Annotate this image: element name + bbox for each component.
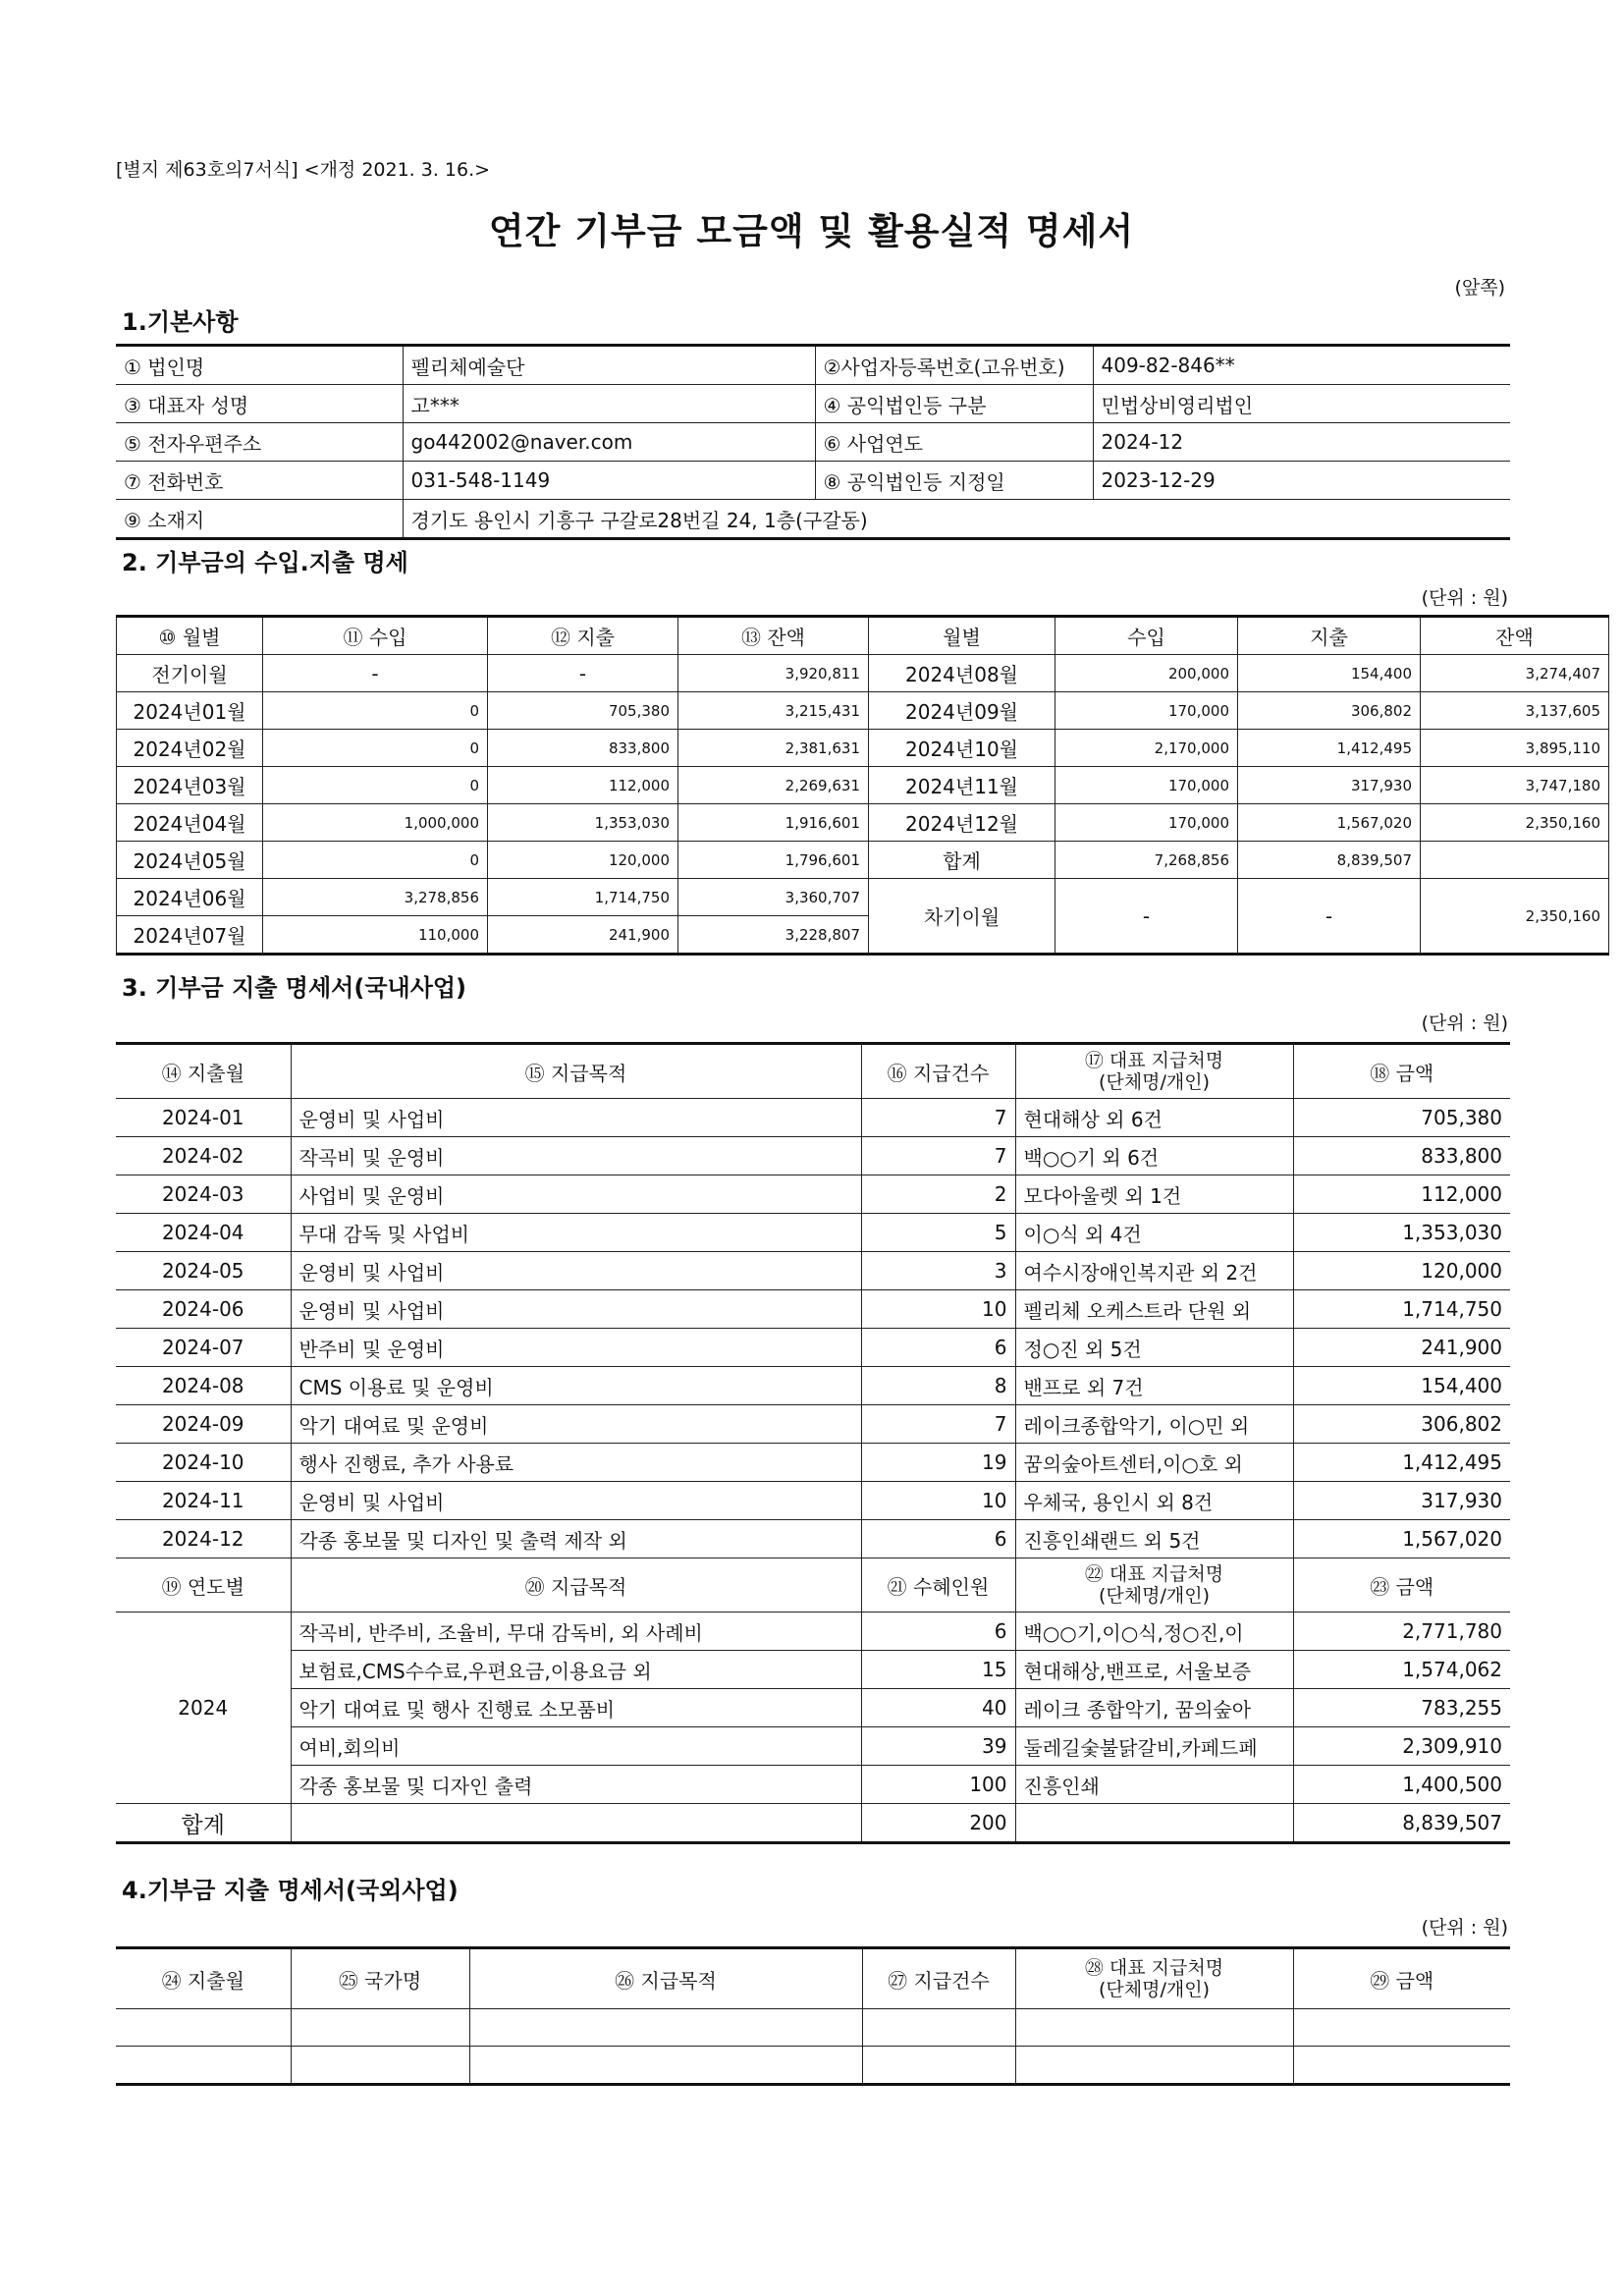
total-row	[116, 1804, 1510, 1843]
purpose-cell: 운영비 및 사업비	[291, 1252, 861, 1290]
month-cell: 2024-04	[116, 1214, 291, 1252]
table-header-row	[116, 1948, 1510, 2009]
count-cell: 6	[861, 1520, 1015, 1558]
table-row	[116, 1444, 1510, 1482]
recipient-cell: 백○○기,이○식,정○진,이	[1015, 1613, 1293, 1651]
empty-cell	[1293, 2009, 1510, 2047]
amount-cell: 2,350,160	[1421, 804, 1609, 842]
month-cell: 2024-01	[116, 1099, 291, 1137]
purpose-cell: 사업비 및 운영비	[291, 1175, 861, 1214]
empty-cell	[116, 2047, 291, 2085]
table-row	[116, 1137, 1510, 1175]
recipient-cell: 현대해상 외 6건	[1015, 1099, 1293, 1137]
amount-cell: 3,228,807	[678, 916, 869, 955]
section-4-title: 4.기부금 지출 명세서(국외사업)	[122, 1877, 459, 1904]
field-value: 민법상비영리법인	[1093, 385, 1510, 423]
amount-cell: 705,380	[488, 692, 678, 730]
column-header: ㉖ 지급목적	[469, 1948, 862, 2009]
table-row	[116, 1099, 1510, 1137]
month-cell: 2024-05	[116, 1252, 291, 1290]
empty-cell	[1015, 2009, 1293, 2047]
month-cell: 2024년02월	[117, 730, 263, 767]
amount-cell: 7,268,856	[1055, 842, 1238, 879]
count-cell: 8	[861, 1367, 1015, 1405]
amount-cell: 3,920,811	[678, 655, 869, 692]
table-row	[116, 1482, 1510, 1520]
field-value: 2024-12	[1093, 423, 1510, 462]
recipient-cell: 꿈의숲아트센터,이○호 외	[1015, 1444, 1293, 1482]
count-cell: 3	[861, 1252, 1015, 1290]
amount-cell: 2,309,910	[1293, 1727, 1510, 1766]
column-header: 지출	[1238, 617, 1421, 655]
table-row	[116, 1367, 1510, 1405]
column-header: ⑭ 지출월	[116, 1044, 291, 1099]
amount-cell: 112,000	[1293, 1175, 1510, 1214]
amount-cell: -	[263, 655, 488, 692]
amount-cell: 1,796,601	[678, 842, 869, 879]
amount-cell: 112,000	[488, 767, 678, 804]
purpose-cell: 운영비 및 사업비	[291, 1099, 861, 1137]
amount-cell: 2,269,631	[678, 767, 869, 804]
basic-info-row	[116, 462, 1510, 500]
amount-cell	[1421, 842, 1609, 879]
amount-cell: 170,000	[1055, 804, 1238, 842]
table-row	[116, 1689, 1510, 1727]
recipient-cell: 여수시장애인복지관 외 2건	[1015, 1252, 1293, 1290]
count-cell: 7	[861, 1099, 1015, 1137]
column-header: 월별	[869, 617, 1055, 655]
column-header: ⑪ 수입	[263, 617, 488, 655]
basic-info-row	[116, 385, 1510, 423]
month-cell: 2024-10	[116, 1444, 291, 1482]
amount-cell: 1,000,000	[263, 804, 488, 842]
purpose-cell: 악기 대여료 및 행사 진행료 소모품비	[291, 1689, 861, 1727]
column-header: ⑫ 지출	[488, 617, 678, 655]
total-cell	[291, 1804, 861, 1843]
field-label: ⑤ 전자우편주소	[116, 423, 403, 462]
month-cell: 2024-08	[116, 1367, 291, 1405]
month-cell: 2024년01월	[117, 692, 263, 730]
recipient-cell: 레이크 종합악기, 꿈의숲아	[1015, 1689, 1293, 1727]
income-expense-table	[116, 615, 1609, 956]
table-row	[116, 2047, 1510, 2085]
month-cell: 2024년07월	[117, 916, 263, 955]
amount-cell: 3,215,431	[678, 692, 869, 730]
amount-cell: 317,930	[1238, 767, 1421, 804]
amount-cell: 170,000	[1055, 767, 1238, 804]
amount-cell: 1,353,030	[1293, 1214, 1510, 1252]
column-header: ㉗ 지급건수	[862, 1948, 1015, 2009]
amount-cell: 3,895,110	[1421, 730, 1609, 767]
purpose-cell: CMS 이용료 및 운영비	[291, 1367, 861, 1405]
amount-cell: 0	[263, 692, 488, 730]
table-header-row	[116, 1044, 1510, 1099]
count-cell: 10	[861, 1290, 1015, 1329]
count-cell: 5	[861, 1214, 1015, 1252]
year-cell: 2024	[116, 1613, 291, 1804]
purpose-cell: 작곡비 및 운영비	[291, 1137, 861, 1175]
form-reference: [별지 제63호의7서식] <개정 2021. 3. 16.>	[116, 159, 491, 181]
table-row	[116, 1651, 1510, 1689]
total-amount: 8,839,507	[1293, 1804, 1510, 1843]
month-cell: 2024년06월	[117, 879, 263, 916]
amount-cell: 241,900	[1293, 1329, 1510, 1367]
amount-cell: 154,400	[1293, 1367, 1510, 1405]
table-row	[116, 1405, 1510, 1444]
column-header: ㉘ 대표 지급처명 (단체명/개인)	[1015, 1948, 1293, 2009]
amount-cell: 8,839,507	[1238, 842, 1421, 879]
field-label: ③ 대표자 성명	[116, 385, 403, 423]
empty-cell	[862, 2047, 1015, 2085]
foreign-expense-table	[116, 1946, 1510, 2086]
amount-cell: -	[1238, 879, 1421, 955]
document-title: 연간 기부금 모금액 및 활용실적 명세서	[488, 210, 1135, 252]
amount-cell: 705,380	[1293, 1099, 1510, 1137]
field-value: 고***	[403, 385, 815, 423]
section-3-unit: (단위 : 원)	[1421, 1012, 1508, 1034]
basic-info-row	[116, 423, 1510, 462]
month-cell: 2024년12월	[869, 804, 1055, 842]
table-row	[116, 1290, 1510, 1329]
month-cell: 2024-09	[116, 1405, 291, 1444]
empty-cell	[291, 2009, 469, 2047]
month-cell: 전기이월	[117, 655, 263, 692]
month-cell: 2024-02	[116, 1137, 291, 1175]
purpose-cell: 악기 대여료 및 운영비	[291, 1405, 861, 1444]
recipient-cell: 현대해상,밴프로, 서울보증	[1015, 1651, 1293, 1689]
amount-cell: 1,714,750	[488, 879, 678, 916]
recipient-cell: 우체국, 용인시 외 8건	[1015, 1482, 1293, 1520]
amount-cell: 3,137,605	[1421, 692, 1609, 730]
empty-cell	[469, 2009, 862, 2047]
month-cell: 2024년05월	[117, 842, 263, 879]
recipient-cell: 정○진 외 5건	[1015, 1329, 1293, 1367]
purpose-cell: 각종 홍보물 및 디자인 출력	[291, 1766, 861, 1804]
amount-cell: 120,000	[488, 842, 678, 879]
table-row	[116, 1252, 1510, 1290]
table-row	[116, 1766, 1510, 1804]
month-cell: 2024-07	[116, 1329, 291, 1367]
field-value: 031-548-1149	[403, 462, 815, 500]
section-2-title: 2. 기부금의 수입.지출 명세	[122, 549, 408, 576]
section-3-title: 3. 기부금 지출 명세서(국내사업)	[122, 974, 467, 1002]
month-cell: 2024년08월	[869, 655, 1055, 692]
month-cell: 2024년03월	[117, 767, 263, 804]
table-row	[117, 692, 1609, 730]
count-cell: 19	[861, 1444, 1015, 1482]
empty-cell	[862, 2009, 1015, 2047]
month-cell: 2024-03	[116, 1175, 291, 1214]
recipient-cell: 백○○기 외 6건	[1015, 1137, 1293, 1175]
purpose-cell: 반주비 및 운영비	[291, 1329, 861, 1367]
amount-cell: 1,916,601	[678, 804, 869, 842]
month-cell: 2024-11	[116, 1482, 291, 1520]
purpose-cell: 무대 감독 및 사업비	[291, 1214, 861, 1252]
table-header-row	[117, 617, 1609, 655]
field-value: go442002@naver.com	[403, 423, 815, 462]
amount-cell: 1,412,495	[1293, 1444, 1510, 1482]
amount-cell: 110,000	[263, 916, 488, 955]
month-cell: 2024년10월	[869, 730, 1055, 767]
section-2-unit: (단위 : 원)	[1421, 587, 1508, 609]
month-cell: 2024년09월	[869, 692, 1055, 730]
month-cell: 2024-06	[116, 1290, 291, 1329]
total-cell	[1015, 1804, 1293, 1843]
column-header: ㉙ 금액	[1293, 1948, 1510, 2009]
empty-cell	[1015, 2047, 1293, 2085]
amount-cell: 1,567,020	[1293, 1520, 1510, 1558]
basic-info-table	[116, 344, 1510, 540]
count-cell: 2	[861, 1175, 1015, 1214]
amount-cell: 2,170,000	[1055, 730, 1238, 767]
purpose-cell: 운영비 및 사업비	[291, 1290, 861, 1329]
amount-cell: 0	[263, 767, 488, 804]
domestic-expense-table	[116, 1042, 1510, 1844]
amount-cell: 833,800	[1293, 1137, 1510, 1175]
amount-cell: -	[1055, 879, 1238, 955]
column-header: ⑳ 지급목적	[291, 1558, 861, 1613]
field-label: ① 법인명	[116, 346, 403, 385]
recipient-cell: 둘레길숯불닭갈비,카페드페	[1015, 1727, 1293, 1766]
count-cell: 10	[861, 1482, 1015, 1520]
amount-cell: 120,000	[1293, 1252, 1510, 1290]
empty-cell	[291, 2047, 469, 2085]
amount-cell: 1,574,062	[1293, 1651, 1510, 1689]
table-row	[117, 842, 1609, 879]
column-header: 수입	[1055, 617, 1238, 655]
month-cell: 합계	[869, 842, 1055, 879]
month-cell: 2024-12	[116, 1520, 291, 1558]
amount-cell: 1,353,030	[488, 804, 678, 842]
table-row	[116, 2009, 1510, 2047]
recipient-cell: 진흥인쇄랜드 외 5건	[1015, 1520, 1293, 1558]
table-row	[117, 655, 1609, 692]
field-label: ⑨ 소재지	[116, 500, 403, 539]
table-row	[116, 1175, 1510, 1214]
count-cell: 100	[861, 1766, 1015, 1804]
field-label: ⑥ 사업연도	[815, 423, 1093, 462]
column-header: ⑱ 금액	[1293, 1044, 1510, 1099]
table-row	[116, 1613, 1510, 1651]
column-header: ⑮ 지급목적	[291, 1044, 861, 1099]
column-header: ㉑ 수혜인원	[861, 1558, 1015, 1613]
column-header: ㉕ 국가명	[291, 1948, 469, 2009]
amount-cell: 241,900	[488, 916, 678, 955]
table-row	[116, 1727, 1510, 1766]
empty-cell	[116, 2009, 291, 2047]
amount-cell: 3,278,856	[263, 879, 488, 916]
amount-cell: 306,802	[1293, 1405, 1510, 1444]
amount-cell: 3,274,407	[1421, 655, 1609, 692]
amount-cell: 317,930	[1293, 1482, 1510, 1520]
front-side-note: (앞쪽)	[1454, 277, 1505, 299]
amount-cell: 2,771,780	[1293, 1613, 1510, 1651]
total-count: 200	[861, 1804, 1015, 1843]
table-row	[117, 879, 1609, 916]
purpose-cell: 운영비 및 사업비	[291, 1482, 861, 1520]
amount-cell: 2,350,160	[1421, 879, 1609, 955]
amount-cell: 1,567,020	[1238, 804, 1421, 842]
amount-cell: 2,381,631	[678, 730, 869, 767]
table-row	[116, 1520, 1510, 1558]
column-header: ㉒ 대표 지급처명 (단체명/개인)	[1015, 1558, 1293, 1613]
field-value: 펠리체예술단	[403, 346, 815, 385]
count-cell: 7	[861, 1137, 1015, 1175]
amount-cell: 0	[263, 842, 488, 879]
count-cell: 7	[861, 1405, 1015, 1444]
amount-cell: 200,000	[1055, 655, 1238, 692]
count-cell: 40	[861, 1689, 1015, 1727]
table-row	[117, 804, 1609, 842]
amount-cell: 1,400,500	[1293, 1766, 1510, 1804]
amount-cell: 1,714,750	[1293, 1290, 1510, 1329]
recipient-cell: 밴프로 외 7건	[1015, 1367, 1293, 1405]
recipient-cell: 이○식 외 4건	[1015, 1214, 1293, 1252]
field-value: 409-82-846**	[1093, 346, 1510, 385]
basic-info-row	[116, 500, 1510, 539]
column-header: ⑯ 지급건수	[861, 1044, 1015, 1099]
column-header: ⑰ 대표 지급처명 (단체명/개인)	[1015, 1044, 1293, 1099]
purpose-cell: 여비,회의비	[291, 1727, 861, 1766]
amount-cell: 170,000	[1055, 692, 1238, 730]
table-row	[116, 1329, 1510, 1367]
field-label: ⑦ 전화번호	[116, 462, 403, 500]
empty-cell	[1293, 2047, 1510, 2085]
field-label: ②사업자등록번호(고유번호)	[815, 346, 1093, 385]
column-header: 잔액	[1421, 617, 1609, 655]
column-header: ㉔ 지출월	[116, 1948, 291, 2009]
count-cell: 39	[861, 1727, 1015, 1766]
amount-cell: 783,255	[1293, 1689, 1510, 1727]
count-cell: 6	[861, 1613, 1015, 1651]
month-cell: 차기이월	[869, 879, 1055, 955]
amount-cell: 3,747,180	[1421, 767, 1609, 804]
count-cell: 15	[861, 1651, 1015, 1689]
column-header: ⑩ 월별	[117, 617, 263, 655]
empty-cell	[469, 2047, 862, 2085]
purpose-cell: 각종 홍보물 및 디자인 및 출력 제작 외	[291, 1520, 861, 1558]
section-1-title: 1.기본사항	[122, 308, 239, 336]
field-label: ④ 공익법인등 구분	[815, 385, 1093, 423]
count-cell: 6	[861, 1329, 1015, 1367]
amount-cell: 833,800	[488, 730, 678, 767]
table-header-row	[116, 1558, 1510, 1613]
amount-cell: 0	[263, 730, 488, 767]
recipient-cell: 펠리체 오케스트라 단원 외	[1015, 1290, 1293, 1329]
purpose-cell: 작곡비, 반주비, 조율비, 무대 감독비, 외 사례비	[291, 1613, 861, 1651]
purpose-cell: 행사 진행료, 추가 사용료	[291, 1444, 861, 1482]
field-label: ⑧ 공익법인등 지정일	[815, 462, 1093, 500]
purpose-cell: 보험료,CMS수수료,우편요금,이용요금 외	[291, 1651, 861, 1689]
amount-cell: -	[488, 655, 678, 692]
amount-cell: 1,412,495	[1238, 730, 1421, 767]
section-4-unit: (단위 : 원)	[1421, 1917, 1508, 1939]
recipient-cell: 진흥인쇄	[1015, 1766, 1293, 1804]
table-row	[117, 730, 1609, 767]
basic-info-row	[116, 346, 1510, 385]
month-cell: 2024년11월	[869, 767, 1055, 804]
amount-cell: 154,400	[1238, 655, 1421, 692]
total-label: 합계	[116, 1804, 291, 1843]
recipient-cell: 모다아울렛 외 1건	[1015, 1175, 1293, 1214]
field-value: 2023-12-29	[1093, 462, 1510, 500]
amount-cell: 3,360,707	[678, 879, 869, 916]
table-row	[116, 1214, 1510, 1252]
recipient-cell: 레이크종합악기, 이○민 외	[1015, 1405, 1293, 1444]
column-header: ㉓ 금액	[1293, 1558, 1510, 1613]
month-cell: 2024년04월	[117, 804, 263, 842]
table-row	[117, 767, 1609, 804]
field-value: 경기도 용인시 기흥구 구갈로28번길 24, 1층(구갈동)	[403, 500, 1510, 539]
amount-cell: 306,802	[1238, 692, 1421, 730]
column-header: ⑲ 연도별	[116, 1558, 291, 1613]
column-header: ⑬ 잔액	[678, 617, 869, 655]
